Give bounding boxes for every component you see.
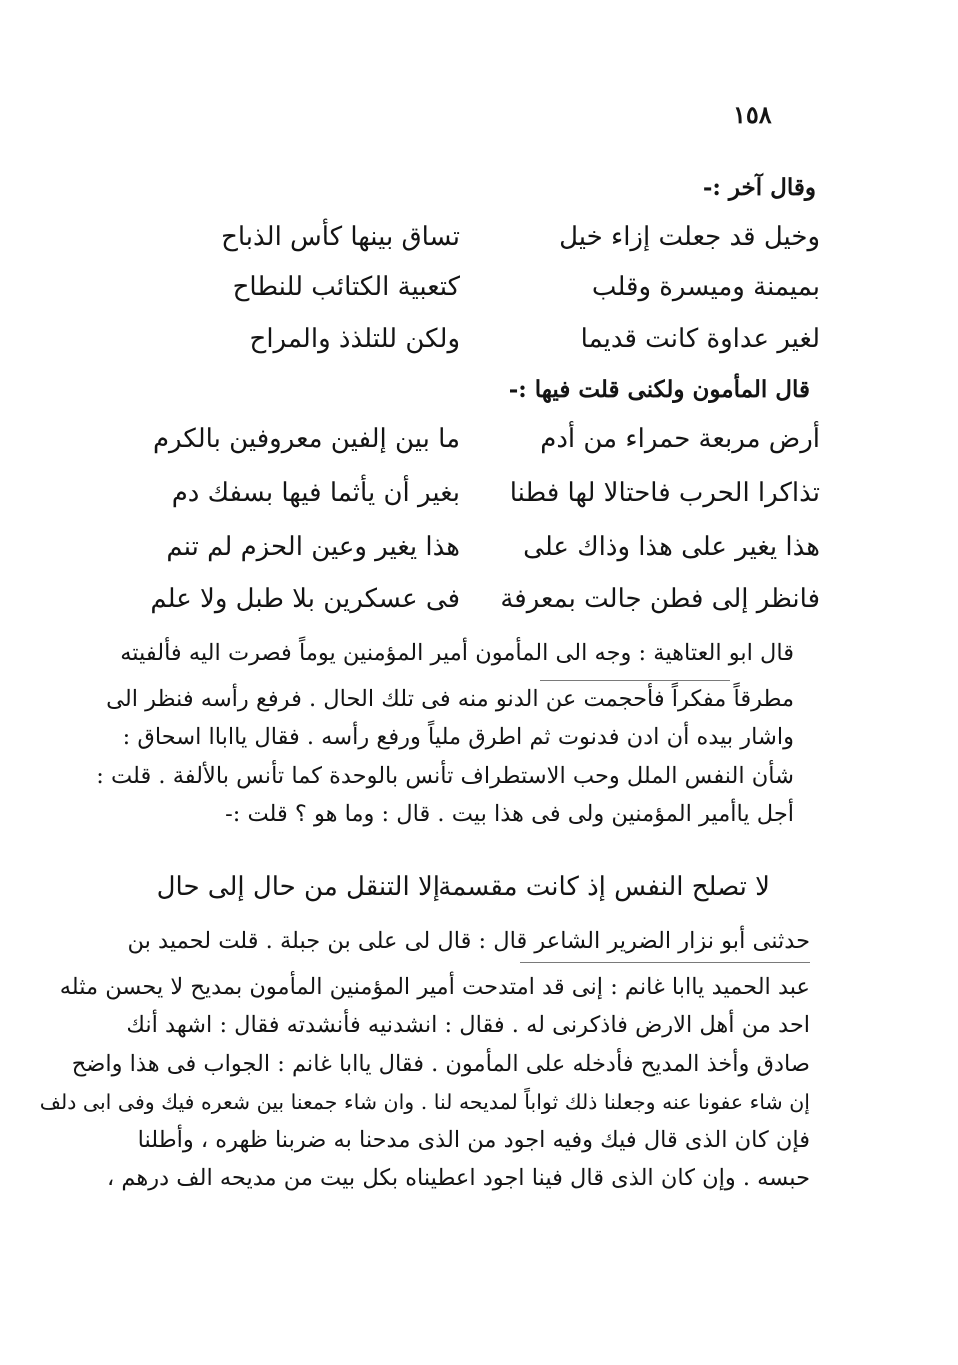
- verse-first-hemistich: لا تصلح النفس إذ كانت مقسمة: [438, 872, 770, 902]
- text-line: واشار بيده أن ادن فدنوت ثم اطرق ملياً ورفع رأسه . فقال يااباا اسحاق :: [122, 724, 794, 751]
- verse-line: [140, 222, 820, 262]
- text-line: شأن النفس الملل وحب الاستطراف تأنس بالوحدة كما تأنس بالألفة . قلت :: [96, 762, 794, 789]
- text-line: حبسه . وإن كان الذى قال فينا اجود اعطيناه بكل بيت من مديحه الف درهم ،: [107, 1165, 810, 1192]
- verse-line: [140, 532, 820, 572]
- verse-first-hemistich: فانظر إلى فطن جالت بمعرفة: [500, 584, 820, 614]
- text-line: احد من أهل الارض فاذكرنى له . فقال : انشدنيه فأنشدته فقال : اشهد أنك: [126, 1012, 810, 1039]
- rule-line: [520, 962, 810, 963]
- verse-first-hemistich: أرض مربعة حمراء من أدم: [540, 424, 820, 454]
- verse-first-hemistich: بميمنة وميسرة وقلب: [591, 272, 820, 302]
- verse-line: [140, 584, 820, 624]
- verse-second-hemistich: بغير أن يأثما فيها بسفك دم: [171, 478, 460, 508]
- page-number: ١٥٨: [733, 100, 772, 129]
- paragraph-ali-ibn-jabala: [39, 922, 810, 1197]
- verse-second-hemistich: ما بين إلفين معروفين بالكرم: [152, 424, 460, 454]
- text-line: حدثنى أبو نزار الضرير الشاعر قال : قال لى على بن جبلة . قلت لحميد بن: [127, 928, 810, 954]
- verse-second-hemistich: كتعبية الكتائب للنطاح: [232, 272, 460, 302]
- verse-first-hemistich: وخيل قد جعلت إزاء خيل: [559, 222, 820, 252]
- verse-line: [140, 478, 820, 518]
- verse-line: [140, 272, 820, 312]
- verse-first-hemistich: تذاكرا الحرب فاحتالا لها فطنا: [509, 478, 820, 508]
- verse-line: [150, 872, 770, 912]
- text-line: إن شاء عفونا عنه وجعلنا ذلك ثواباً لمديحه لنا . وان شاء جمعنا بين شعره فيك وفى ابى دلف: [39, 1089, 810, 1114]
- verse-second-hemistich: فى عسكرين بلا طبل ولا علم: [150, 584, 460, 614]
- text-line: عبد الحميد ياابا غانم : إنى قد امتدحت أمير المؤمنين المأمون بمديح لا يحسن مثله: [59, 974, 810, 1001]
- text-line: قال ابو العتاهية : وجه الى المأمون أمير المؤمنين يوماً فصرت اليه فألفيته: [120, 640, 794, 666]
- verse-second-hemistich: هذا يغير وعين الحزم لم تنم: [166, 532, 460, 562]
- verse-second-hemistich: إلا التنقل من حال إلى حال: [156, 872, 440, 902]
- verse-first-hemistich: لغير عداوة كانت قديما: [580, 324, 820, 354]
- verse-first-hemistich: هذا يغير على هذا وذاك على: [523, 532, 820, 562]
- paragraph-abu-al-atahiya: [84, 634, 794, 833]
- verse-line: [140, 324, 820, 364]
- verse-line: [140, 424, 820, 464]
- heading-another-poet: وقال آخر :-: [702, 174, 816, 201]
- text-line: فإن كان الذى قال فيك وفيه اجود من الذى مدحنا به ضربنا ظهره ، وأطلنا: [137, 1126, 810, 1153]
- text-line: أجل ياأمير المؤمنين ولى فى هذا بيت . قال : وما هو ؟ قلت :-: [225, 800, 794, 827]
- heading-mamun-reply: قال المأمون ولكنى قلت فيها :-: [508, 376, 810, 403]
- text-line: صادق وأخذ المديح فأدخله على المأمون . فقال ياابا غانم : الجواب فى هذا واضح: [71, 1050, 810, 1077]
- text-line: مطرقاً مفكراً فأحجمت عن الدنو منه فى تلك الحال . فرفع رأسه فنظر الى: [106, 686, 794, 713]
- rule-line: [540, 680, 730, 681]
- verse-second-hemistich: تساق بينها كأس الذباح: [221, 222, 460, 252]
- verse-second-hemistich: ولكن للتلذذ والمراح: [249, 324, 460, 354]
